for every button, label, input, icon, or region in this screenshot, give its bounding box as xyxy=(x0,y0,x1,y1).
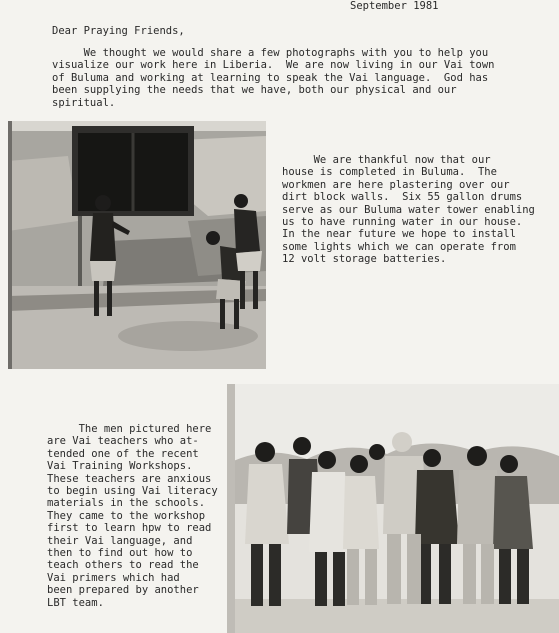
teachers-line: been prepared by another xyxy=(47,584,199,597)
salutation: Dear Praying Friends, xyxy=(52,25,185,37)
house-paragraph xyxy=(282,154,535,266)
intro-line: been supplying the needs that we have, both our physical and our xyxy=(52,84,457,97)
house-line: 12 volt storage batteries. xyxy=(282,253,447,266)
intro-line: We thought we would share a few photographs with you to help you xyxy=(52,47,489,59)
house-photo xyxy=(8,121,266,369)
house-line: We are thankful now that our xyxy=(282,154,491,166)
teachers-line: teach others to read the xyxy=(47,559,199,572)
teachers-line: They came to the workshop xyxy=(47,509,206,522)
teachers-line: then to find out how to xyxy=(47,547,193,560)
intro-line: of Buluma and working at learning to speak the Vai language. God has xyxy=(52,71,489,84)
teachers-line: materials in the schools. xyxy=(47,497,206,510)
intro-line: spiritual. xyxy=(52,96,116,109)
teachers-line: their Vai language, and xyxy=(47,534,193,547)
teachers-paragraph xyxy=(47,423,218,609)
teachers-line: Vai Training Workshops. xyxy=(47,460,193,473)
teachers-line: LBT team. xyxy=(47,596,104,609)
house-line: serve as our Buluma water tower enabling xyxy=(282,203,535,216)
group-photo xyxy=(227,384,559,633)
teachers-line: Vai primers which had xyxy=(47,571,180,584)
intro-paragraph xyxy=(52,47,517,109)
house-line: dirt block walls. Six 55 gallon drums xyxy=(282,191,523,204)
teachers-line: are Vai teachers who at- xyxy=(47,435,199,448)
teachers-line: to begin using Vai literacy xyxy=(47,485,218,498)
house-line: workmen are here plastering over our xyxy=(282,178,510,191)
teachers-line: tended one of the recent xyxy=(47,447,199,460)
intro-line: visualize our work here in Liberia. We are now living in our Vai town xyxy=(52,59,495,72)
house-line: some lights which we can operate from xyxy=(282,240,516,253)
letter-date: September 1981 xyxy=(350,0,439,12)
house-line: house is completed in Buluma. The xyxy=(282,166,497,179)
teachers-line: The men pictured here xyxy=(47,423,212,435)
house-line: In the near future we hope to install xyxy=(282,228,516,241)
teachers-line: These teachers are anxious xyxy=(47,472,212,485)
house-line: us to have running water in our house. xyxy=(282,216,523,229)
teachers-line: first to learn hpw to read xyxy=(47,522,212,535)
